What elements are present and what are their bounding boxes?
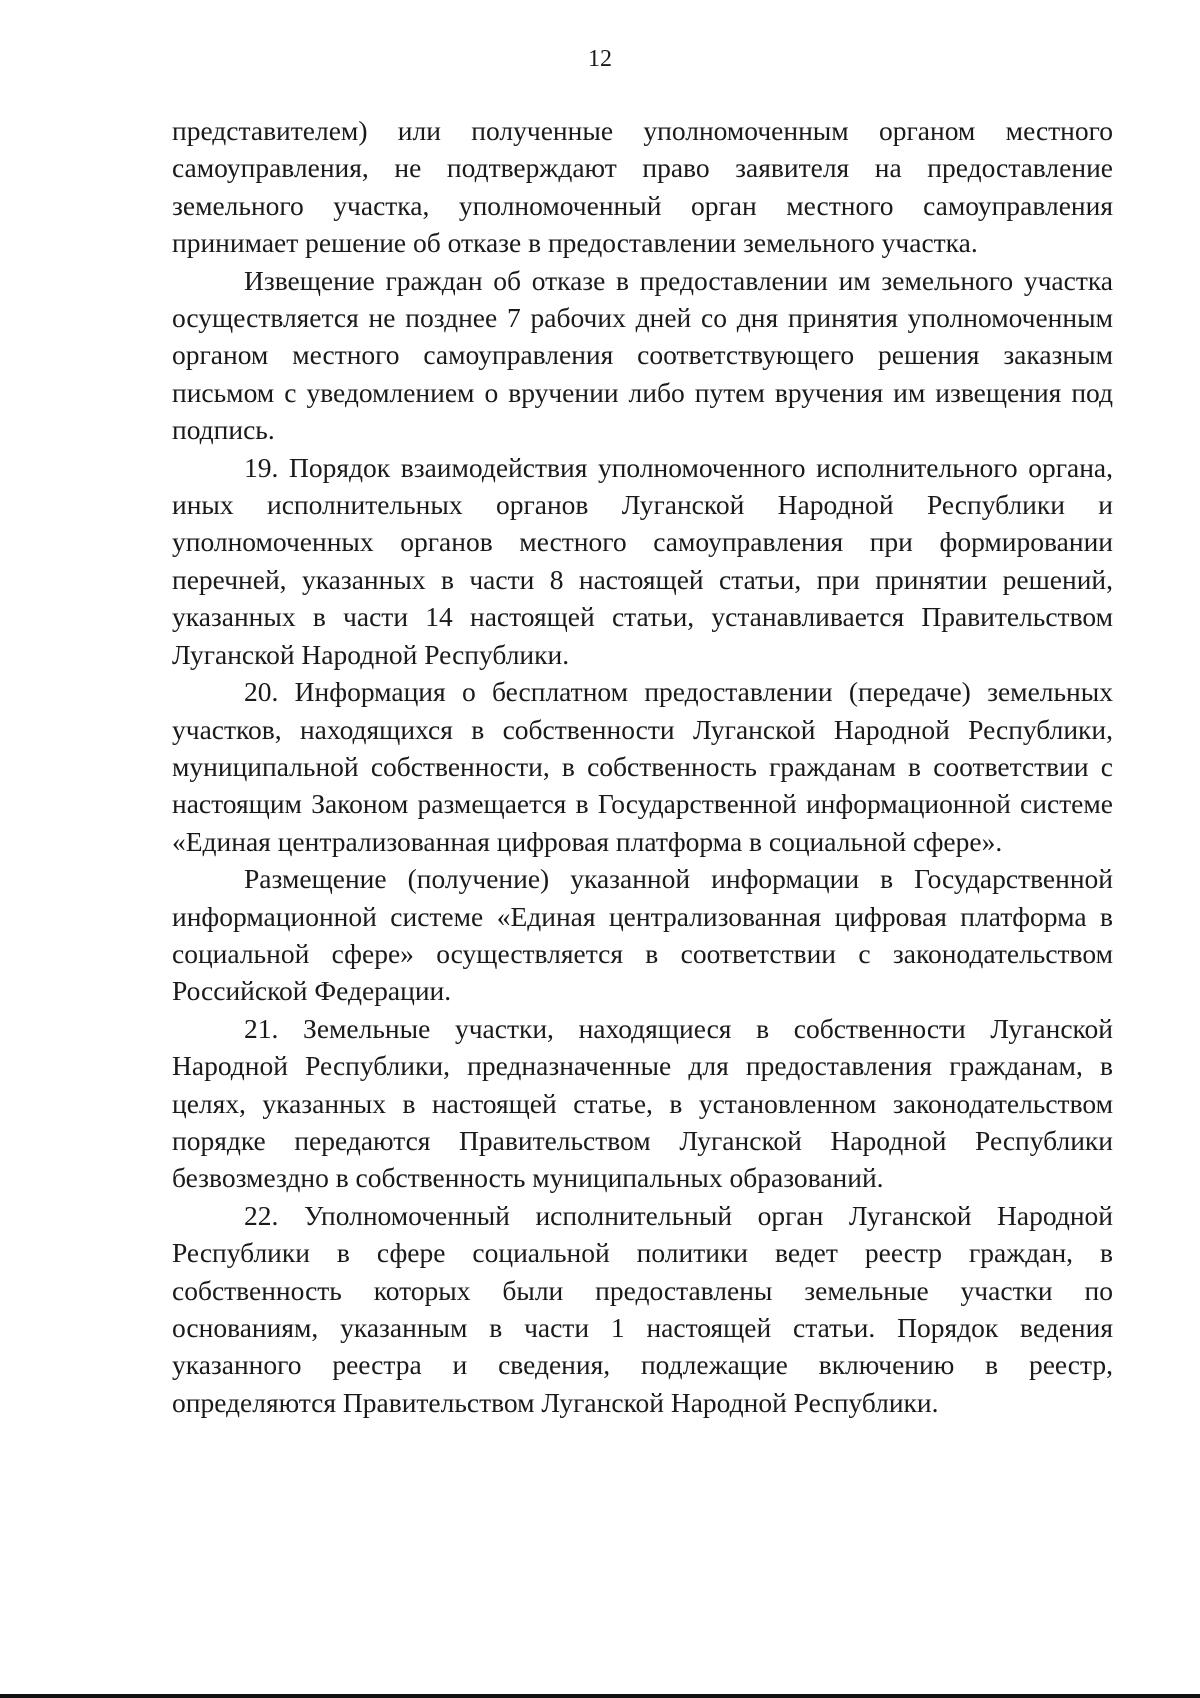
paragraph-item-21: 21. Земельные участки, находящиеся в собственности Луганской Народной Республики, предназначенные для предоставления гражданам, в целях, указанных в настоящей статье, в установленном законодательством порядке передаются Правительством Луганской Народной Республики безвозмездно в собственность муниципальных образований. (172, 1012, 1113, 1194)
paragraph-item-22: 22. Уполномоченный исполнительный орган Луганской Народной Республики в сфере социальной политики ведет реестр граждан, в собственность которых были предоставлены земельные участки по основаниям, указанным в части 1 настоящей статьи. Порядок ведения указанного реестра и сведения, подлежащие включению в реестр, определяются Правительством Луганской Народной Республики. (172, 1199, 1113, 1418)
page-number: 12 (588, 46, 612, 72)
paragraph-continuation: представителем) или полученные уполномоченным органом местного самоуправления, не подтверждают право заявителя на предоставление земельного участка, уполномоченный орган местного самоуправления принимает решение об отказе в предоставлении земельного участка. (172, 115, 1113, 259)
paragraph-notification: Извещение граждан об отказе в предоставлении им земельного участка осуществляется не позднее 7 рабочих дней со дня принятия уполномоченным органом местного самоуправления соответствующего решения заказным письмом с уведомлением о вручении либо путем вручения им извещения под подпись. (172, 264, 1113, 446)
document-body (172, 112, 1113, 1421)
paragraph-item-20: 20. Информация о бесплатном предоставлении (передаче) земельных участков, находящихся в собственности Луганской Народной Республики, муниципальной собственности, в собственность гражданам в соответствии с настоящим Законом размещается в Государственной информационной системе «Единая централизованная цифровая платформа в социальной сфере». (172, 676, 1113, 857)
paragraph-item-19: 19. Порядок взаимодействия уполномоченного исполнительного органа, иных исполнительных органов Луганской Народной Республики и уполномоченных органов местного самоуправления при формировании перечней, указанных в части 8 настоящей статьи, при принятии решений, указанных в части 14 настоящей статьи, устанавливается Правительством Луганской Народной Республики. (172, 451, 1113, 670)
paragraph-item-20-placement: Размещение (получение) указанной информации в Государственной информационной системе «Единая централизованная цифровая платформа в социальной сфере» осуществляется в соответствии с законодательством Российской Федерации. (172, 863, 1113, 1007)
page-bottom-border (0, 1694, 1200, 1698)
